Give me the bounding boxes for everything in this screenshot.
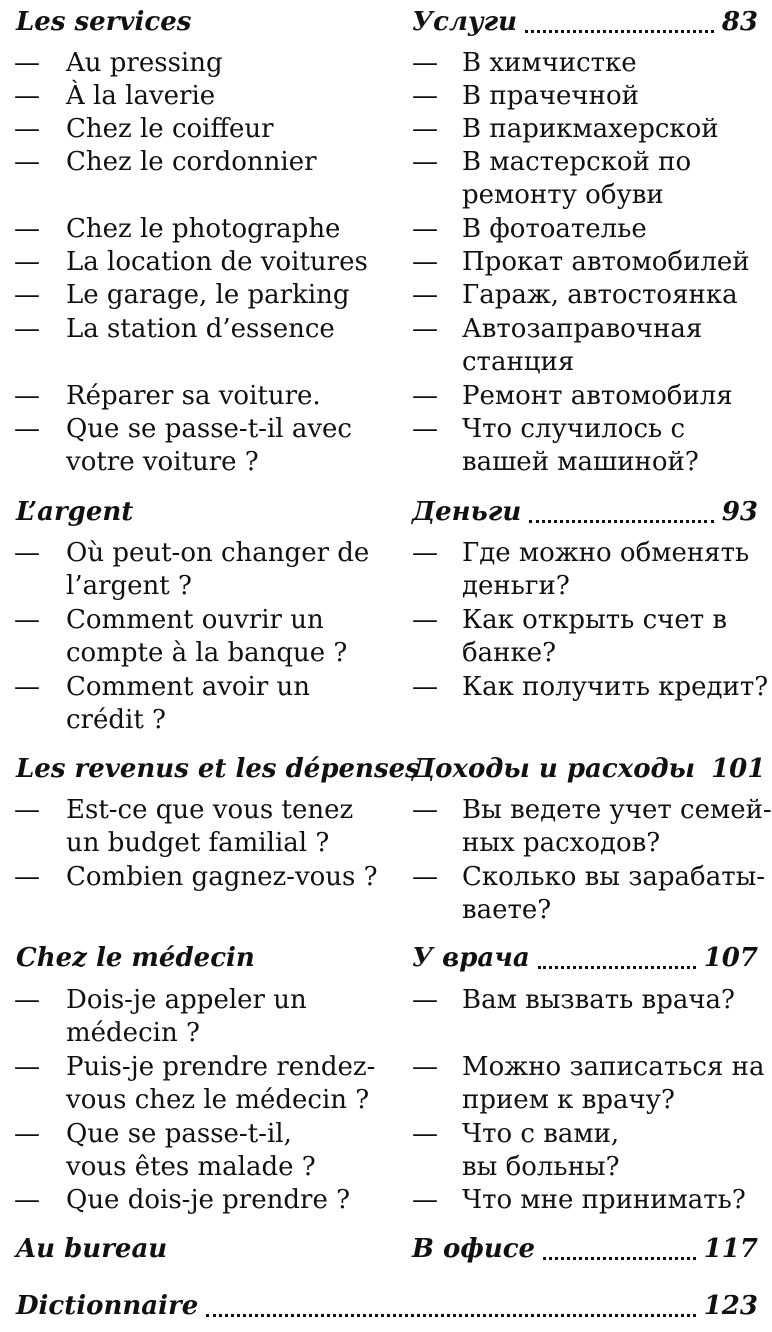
section-title-fr-medecin: Chez le médecin (16, 943, 255, 973)
fr-phrase: l’argent ? (66, 571, 192, 601)
ru-phrase: ваете? (462, 895, 552, 925)
fr-phrase: À la laverie (66, 81, 216, 111)
fr-phrase: vous chez le médecin ? (66, 1085, 370, 1115)
dash: — (14, 414, 40, 444)
fr-phrase: médecin ? (66, 1018, 200, 1048)
ru-phrase: В прачечной (462, 81, 639, 111)
ru-phrase: деньги? (462, 571, 570, 601)
toc-entry-dictionnaire[interactable] (16, 1290, 758, 1323)
fr-phrase: Combien gagnez-vous ? (66, 862, 378, 892)
ru-phrase: Что случилось с (462, 414, 686, 444)
ru-phrase: Как открыть счет в (462, 605, 727, 635)
dash: — (412, 280, 438, 310)
ru-phrase: Вы ведете учет семей- (462, 795, 772, 825)
dash: — (14, 214, 40, 244)
dash: — (14, 1119, 40, 1149)
leader-dots (206, 1314, 695, 1317)
fr-phrase: un budget familial ? (66, 828, 330, 858)
dash: — (14, 147, 40, 177)
dash: — (412, 795, 438, 825)
dash: — (14, 314, 40, 344)
page-number-bureau: 117 (703, 1234, 758, 1264)
dash: — (412, 1119, 438, 1149)
leader-dots (525, 30, 714, 33)
dash: — (412, 114, 438, 144)
dash: — (14, 862, 40, 892)
fr-phrase: vous êtes malade ? (66, 1152, 316, 1182)
fr-phrase: Comment ouvrir un (66, 605, 324, 635)
section-title-fr-bureau: Au bureau (16, 1234, 168, 1264)
dash: — (14, 280, 40, 310)
toc-entry-argent[interactable] (412, 496, 758, 529)
dash: — (412, 147, 438, 177)
ru-phrase: станция (462, 347, 575, 377)
fr-phrase: Que se passe-t-il, (66, 1119, 292, 1149)
dash: — (412, 381, 438, 411)
toc-entry-services[interactable] (412, 6, 758, 39)
fr-phrase: La station d’essence (66, 314, 335, 344)
ru-phrase: вы больны? (462, 1152, 620, 1182)
section-title-fr-services: Les services (16, 7, 192, 37)
fr-phrase: Que dois-je prendre ? (66, 1185, 351, 1215)
dash: — (412, 1185, 438, 1215)
page-number-services: 83 (721, 7, 758, 37)
ru-phrase: ных расходов? (462, 828, 661, 858)
dash: — (412, 314, 438, 344)
dash: — (14, 1185, 40, 1215)
ru-phrase: Сколько вы зарабаты- (462, 862, 766, 892)
page-number-medecin: 107 (703, 943, 758, 973)
ru-phrase: В парикмахерской (462, 114, 719, 144)
section-title-fr-argent: L’argent (16, 497, 134, 527)
dash: — (412, 414, 438, 444)
ru-phrase: Автозаправочная (462, 314, 703, 344)
section-title-dictionnaire: Dictionnaire (16, 1291, 199, 1321)
ru-phrase: В мастерской по (462, 147, 692, 177)
fr-phrase: Au pressing (66, 48, 223, 78)
toc-entry-medecin[interactable] (412, 942, 758, 975)
section-title-ru-services: Услуги (412, 7, 518, 37)
ru-phrase: Как получить кредит? (462, 672, 769, 702)
dash: — (412, 1052, 438, 1082)
ru-phrase: банке? (462, 638, 557, 668)
dash: — (14, 985, 40, 1015)
section-title-ru-medecin: У врача (412, 943, 530, 973)
ru-phrase: вашей машиной? (462, 447, 699, 477)
dash: — (14, 605, 40, 635)
section-title-ru-revenus: Доходы и расходы (412, 754, 696, 784)
leader-dots (529, 520, 714, 523)
ru-phrase: Что с вами, (462, 1119, 620, 1149)
fr-phrase: Chez le coiffeur (66, 114, 274, 144)
ru-phrase: Что мне принимать? (462, 1185, 746, 1215)
page-number-revenus: 101 (711, 754, 766, 784)
ru-phrase: Где можно обменять (462, 538, 750, 568)
ru-phrase: Вам вызвать врача? (462, 985, 735, 1015)
ru-phrase: ремонту обуви (462, 180, 664, 210)
fr-phrase: Où peut-on changer de (66, 538, 370, 568)
ru-phrase: Прокат автомобилей (462, 247, 750, 277)
fr-phrase: crédit ? (66, 705, 166, 735)
dash: — (14, 1052, 40, 1082)
dash: — (412, 214, 438, 244)
fr-phrase: Dois-je appeler un (66, 985, 307, 1015)
dash: — (412, 48, 438, 78)
fr-phrase: Est-ce que vous tenez (66, 795, 354, 825)
dash: — (14, 81, 40, 111)
dash: — (412, 672, 438, 702)
fr-phrase: votre voiture ? (66, 447, 259, 477)
ru-phrase: В фотоателье (462, 214, 647, 244)
page-number-argent: 93 (721, 497, 758, 527)
fr-phrase: Comment avoir un (66, 672, 311, 702)
dash: — (14, 795, 40, 825)
fr-phrase: Puis-je prendre rendez- (66, 1052, 376, 1082)
fr-phrase: La location de voitures (66, 247, 368, 277)
fr-phrase: Chez le photographe (66, 214, 341, 244)
ru-phrase: прием к врачу? (462, 1085, 675, 1115)
dash: — (14, 48, 40, 78)
ru-phrase: В химчистке (462, 48, 637, 78)
dash: — (412, 605, 438, 635)
section-title-ru-argent: Деньги (412, 497, 522, 527)
fr-phrase: Réparer sa voiture. (66, 381, 321, 411)
leader-dots (543, 1257, 696, 1260)
dash: — (14, 672, 40, 702)
ru-phrase: Можно записаться на (462, 1052, 765, 1082)
dash: — (412, 538, 438, 568)
dash: — (14, 538, 40, 568)
dash: — (412, 862, 438, 892)
section-title-ru-bureau: В офисе (412, 1234, 536, 1264)
dash: — (14, 247, 40, 277)
dash: — (412, 985, 438, 1015)
fr-phrase: Chez le cordonnier (66, 147, 317, 177)
ru-phrase: Ремонт автомобиля (462, 381, 733, 411)
ru-phrase: Гараж, автостоянка (462, 280, 738, 310)
fr-phrase: Le garage, le parking (66, 280, 350, 310)
toc-entry-bureau[interactable] (412, 1233, 758, 1266)
dash: — (14, 114, 40, 144)
dash: — (14, 381, 40, 411)
fr-phrase: compte à la banque ? (66, 638, 348, 668)
page-number-dictionnaire: 123 (703, 1291, 758, 1321)
dash: — (412, 81, 438, 111)
dash: — (412, 247, 438, 277)
section-title-fr-revenus: Les revenus et les dépenses (16, 754, 420, 784)
leader-dots (538, 966, 696, 969)
fr-phrase: Que se passe-t-il avec (66, 414, 352, 444)
toc-entry-revenus[interactable] (412, 753, 766, 786)
